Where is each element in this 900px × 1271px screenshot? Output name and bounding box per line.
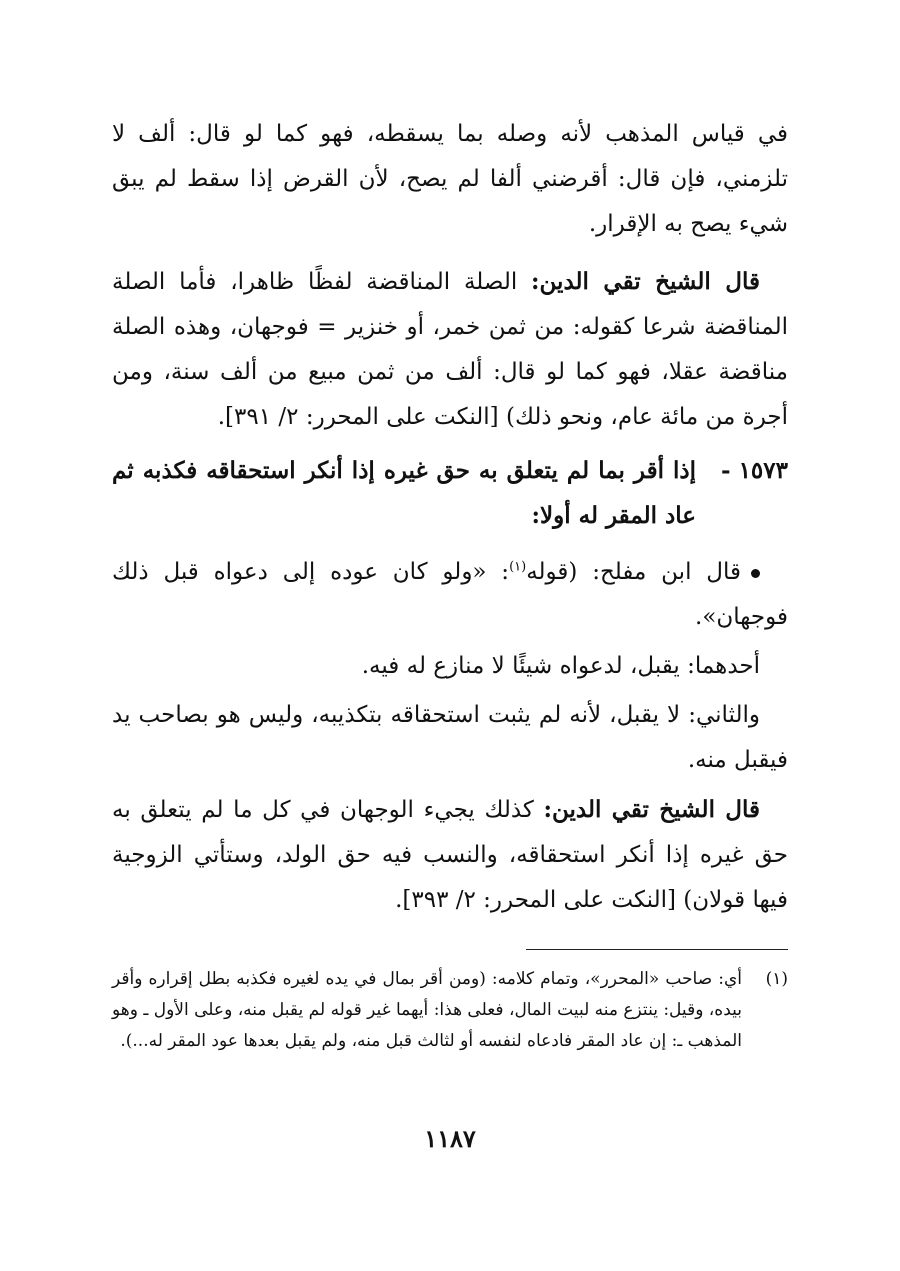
paragraph-2-body: الصلة المناقضة لفظًا ظاهرا، فأما الصلة المناقضة شرعا كقوله: من ثمن خمر، أو خنزير = فوجهان، وهذه الصلة مناقضة عقلا، فهو كما لو قال: ألف من ثمن مبيع من ألف سنة، ومن أجرة من مائة عام، ونحو ذلك) [النكت على المحرر: ٢/ ٣٩١]. bbox=[112, 269, 788, 430]
paragraph-3-start: قال ابن مفلح: (قوله bbox=[526, 559, 741, 585]
footnote bbox=[112, 964, 788, 1057]
paragraph-2 bbox=[112, 259, 788, 440]
paragraph-1: في قياس المذهب لأنه وصله بما يسقطه، فهو كما لو قال: ألف لا تلزمني، فإن قال: أقرضني ألفا لم يصح، لأن القرض إذا سقط لم يبق شيء يصح به الإقرار. bbox=[112, 121, 788, 237]
section-title: إذا أقر بما لم يتعلق به حق غيره إذا أنكر استحقاقه فكذبه ثم عاد المقر له أولا: bbox=[112, 457, 696, 529]
paragraph-6 bbox=[112, 787, 788, 923]
bullet-icon bbox=[751, 569, 760, 578]
paragraph-5: والثاني: لا يقبل، لأنه لم يثبت استحقاقه بتكذيبه، وليس هو بصاحب يد فيقبل منه. bbox=[112, 702, 788, 773]
paragraph-6-body: كذلك يجيء الوجهان في كل ما لم يتعلق به حق غيره إذا أنكر استحقاقه، والنسب فيه حق الولد، وستأتي الزوجية فيها قولان) [النكت على المحرر: ٢/ ٣٩٣]. bbox=[112, 797, 788, 913]
page-number: ١١٨٧ bbox=[424, 1124, 476, 1153]
footnote-divider bbox=[526, 949, 788, 950]
paragraph-6-lead: قال الشيخ تقي الدين: bbox=[543, 796, 761, 823]
paragraph-3 bbox=[112, 550, 788, 640]
footnote-mark: (١) bbox=[765, 969, 788, 989]
paragraph-3-end: : «ولو كان عوده إلى دعواه قبل ذلك فوجهان». bbox=[112, 559, 788, 630]
section-heading-1573 bbox=[112, 448, 788, 538]
section-number: ١٥٧٣ - bbox=[721, 457, 788, 484]
footnote-text: أي: صاحب «المحرر»، وتمام كلامه: (ومن أقر بمال في يده لغيره فكذبه بطل إقراره وأقر بيده، وقيل: ينتزع منه لبيت المال، فعلى هذا: أيهما غير قوله لم يقبل منه، وعلى الأول ـ وهو المذهب ـ: إن عاد المقر فادعاه لنفسه أو لثالث قبل منه، ولم يقبل بعدها عود المقر له...). bbox=[112, 969, 742, 1051]
paragraph-2-lead: قال الشيخ تقي الدين: bbox=[531, 268, 761, 295]
page-body bbox=[112, 112, 788, 1153]
paragraph-4: أحدهما: يقبل، لدعواه شيئًا لا منازع له فيه. bbox=[361, 653, 760, 679]
footnote-reference: (١) bbox=[509, 559, 527, 575]
